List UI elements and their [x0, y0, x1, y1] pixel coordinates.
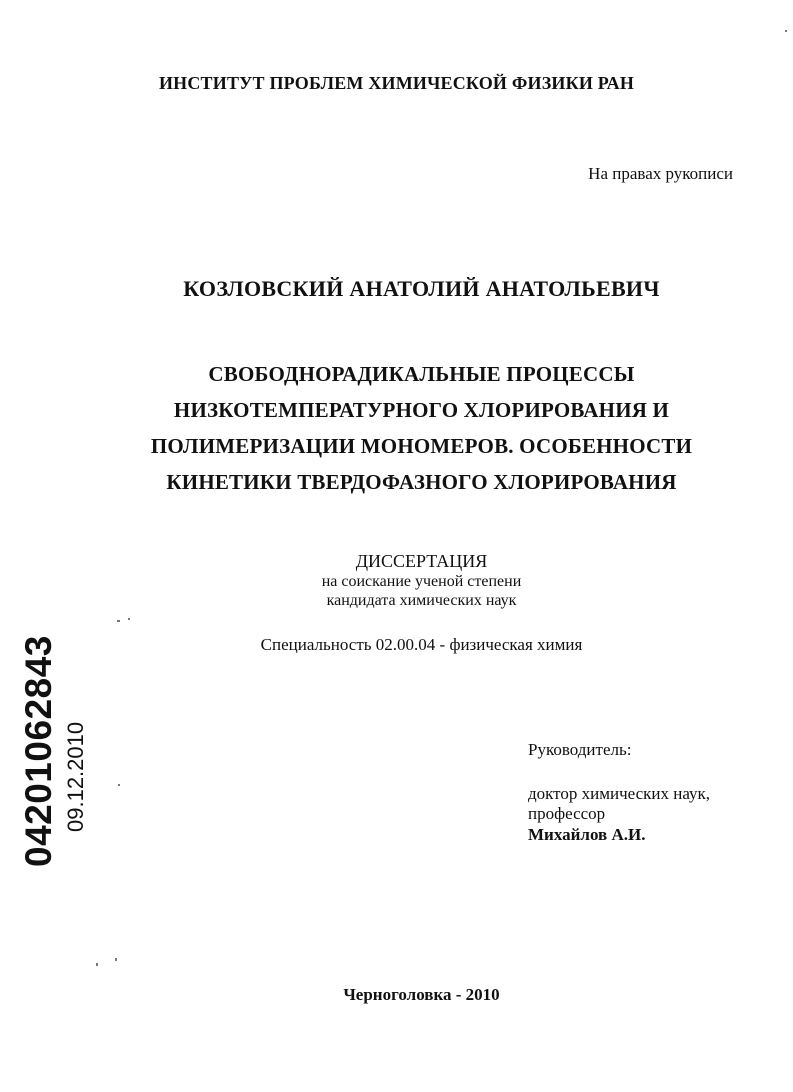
thesis-info: [0, 550, 793, 610]
thesis-title-line: ПОЛИМЕРИЗАЦИИ МОНОМЕРОВ. ОСОБЕННОСТИ: [150, 434, 693, 458]
scan-speck: [128, 618, 130, 620]
thesis-purpose-line: кандидата химических наук: [326, 592, 517, 609]
scan-speck: [96, 963, 98, 966]
institute-name: ИНСТИТУТ ПРОБЛЕМ ХИМИЧЕСКОЙ ФИЗИКИ РАН: [158, 73, 635, 93]
library-stamp-date: 09.12.2010: [63, 721, 88, 832]
supervisor-label: Руководитель:: [528, 740, 632, 759]
author-name: КОЗЛОВСКИЙ АНАТОЛИЙ АНАТОЛЬЕВИЧ: [183, 276, 660, 301]
library-stamp-number: 04201062843: [18, 635, 59, 867]
thesis-title-line: СВОБОДНОРАДИКАЛЬНЫЕ ПРОЦЕССЫ: [208, 362, 635, 386]
scan-speck: [118, 784, 120, 786]
thesis-title-line: КИНЕТИКИ ТВЕРДОФАЗНОГО ХЛОРИРОВАНИЯ: [166, 470, 677, 494]
thesis-purpose-line: на соискание ученой степени: [321, 573, 522, 590]
supervisor-degree-line: профессор: [528, 804, 606, 823]
supervisor-degree-line: доктор химических наук,: [528, 784, 711, 803]
thesis-title-line: НИЗКОТЕМПЕРАТУРНОГО ХЛОРИРОВАНИЯ И: [173, 398, 670, 422]
supervisor-degree: [528, 784, 710, 824]
city-year: Черноголовка - 2010: [343, 985, 500, 1004]
supervisor-name: Михайлов А.И.: [528, 825, 646, 844]
thesis-title: [0, 356, 793, 500]
scan-speck: [785, 30, 787, 32]
rights-note: На правах рукописи: [588, 164, 733, 183]
specialty: Специальность 02.00.04 - физическая химия: [260, 635, 583, 654]
scan-speck: [115, 958, 117, 961]
scan-speck: [117, 620, 120, 622]
thesis-type: ДИССЕРТАЦИЯ: [355, 551, 488, 571]
